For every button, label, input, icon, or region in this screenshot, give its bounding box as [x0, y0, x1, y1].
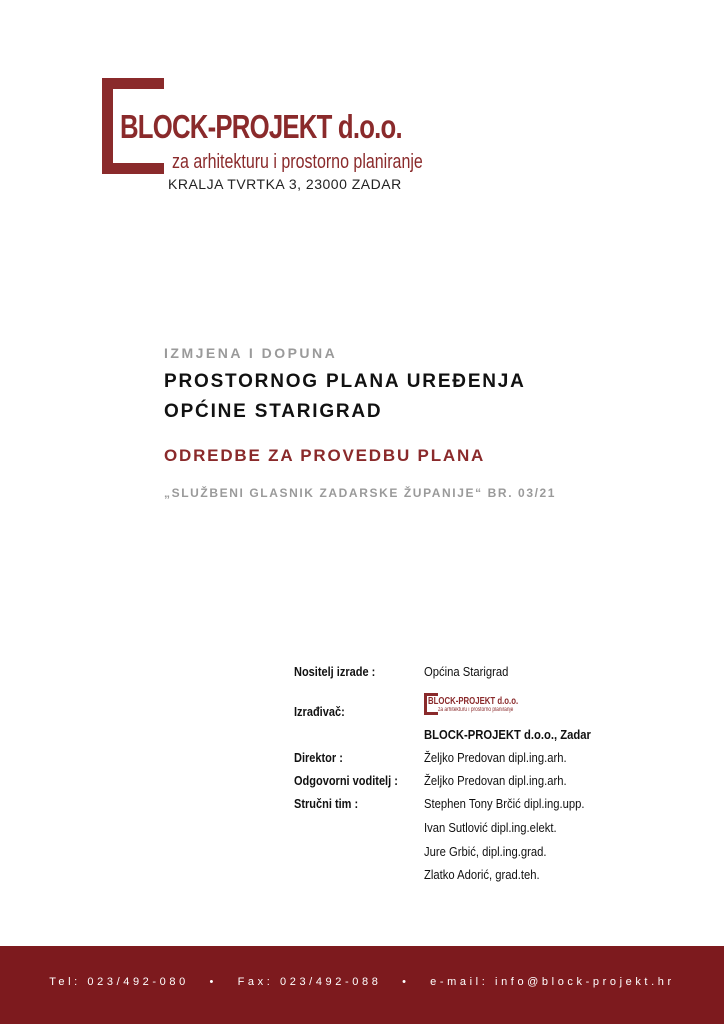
izradivac-mini-logo — [424, 693, 519, 719]
main-title — [164, 367, 684, 427]
izradivac-label: Izrađivač: — [294, 705, 345, 719]
footer-contact-line — [0, 976, 724, 988]
mini-logo-subtitle: za arhitekturu i prostorno planiranje — [438, 707, 514, 713]
main-title-line2: OPĆINE STARIGRAD — [164, 401, 383, 422]
pre-title: IZMJENA I DOPUNA — [164, 345, 338, 361]
company-logo — [102, 78, 432, 198]
footer-fax: Fax: 023/492-088 — [237, 976, 382, 988]
footer-separator: • — [209, 976, 217, 988]
team-member: Jure Grbić, dipl.ing.grad. — [424, 845, 547, 859]
document-titles — [164, 345, 684, 500]
logo-company-name: BLOCK-PROJEKT d.o.o. — [120, 108, 402, 145]
voditelj-label: Odgovorni voditelj : — [294, 774, 398, 788]
footer-separator: • — [402, 976, 410, 988]
team-member: Zlatko Adorić, grad.teh. — [424, 868, 540, 882]
direktor-label: Direktor : — [294, 751, 343, 765]
direktor-value: Željko Predovan dipl.ing.arh. — [424, 751, 567, 765]
main-title-line1: PROSTORNOG PLANA UREĐENJA — [164, 371, 526, 392]
footer-phone: Tel: 023/492-080 — [49, 976, 189, 988]
contact-footer — [0, 946, 724, 1024]
logo-subtitle: za arhitekturu i prostorno planiranje — [172, 151, 423, 173]
voditelj-value: Željko Predovan dipl.ing.arh. — [424, 774, 567, 788]
team-member: Stephen Tony Brčić dipl.ing.upp. — [424, 797, 585, 811]
mini-logo-name: BLOCK-PROJEKT d.o.o. — [428, 696, 519, 707]
nositelj-label: Nositelj izrade : — [294, 665, 376, 679]
team-member: Ivan Sutlović dipl.ing.elekt. — [424, 821, 557, 835]
nositelj-value: Općina Starigrad — [424, 665, 509, 679]
gazette-reference: „SLUŽBENI GLASNIK ZADARSKE ŽUPANIJE“ BR. 03/21 — [164, 486, 557, 500]
section-title: ODREDBE ZA PROVEDBU PLANA — [164, 446, 486, 465]
footer-email: e-mail: info@block-projekt.hr — [430, 976, 675, 988]
logo-address: KRALJA TVRTKA 3, 23000 ZADAR — [168, 176, 402, 192]
tim-label: Stručni tim : — [294, 797, 359, 811]
izradivac-value: BLOCK-PROJEKT d.o.o., Zadar — [424, 728, 591, 742]
